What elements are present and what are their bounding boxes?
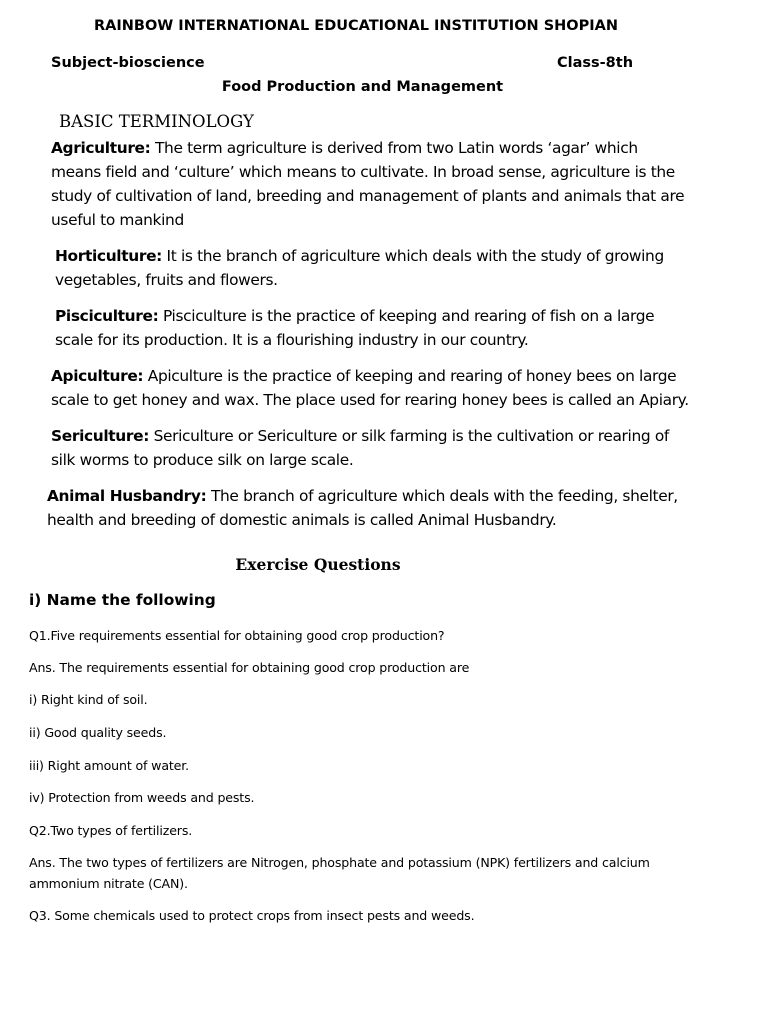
- class-label: Class-8th: [557, 55, 634, 71]
- term-definition: Apiculture is the practice of keeping and rearing of honey bees on large scale to get honey and wax. The place used for rearing honey bees is called an Apiary.: [51, 367, 689, 409]
- answer-item: iv) Protection from weeds and pests.: [29, 790, 255, 805]
- term-name: Apiculture:: [51, 367, 144, 385]
- term-name: Sericulture:: [51, 427, 150, 445]
- term-pisciculture: [47, 304, 695, 352]
- term-definition: Pisciculture is the practice of keeping and rearing of fish on a large scale for its production. It is a flourishing industry in our country.: [55, 307, 655, 349]
- term-definition: It is the branch of agriculture which deals with the study of growing vegetables, fruits and flowers.: [55, 247, 664, 289]
- term-definition: The branch of agriculture which deals with the feeding, shelter, health and breeding of domestic animals is called Animal Husbandry.: [47, 487, 678, 529]
- question-line: Q1.Five requirements essential for obtaining good crop production?: [29, 628, 445, 643]
- term-agriculture: [47, 136, 691, 232]
- term-name: Agriculture:: [51, 139, 151, 157]
- chapter-title: Food Production and Management: [221, 79, 504, 95]
- term-horticulture: [47, 244, 695, 292]
- term-apiculture: [47, 364, 691, 412]
- term-animal-husbandry: [47, 484, 687, 532]
- term-definition: Sericulture or Sericulture or silk farming is the cultivation or rearing of silk worms to produce silk on large scale.: [51, 427, 669, 469]
- term-name: Pisciculture:: [55, 307, 159, 325]
- answer-item: ii) Good quality seeds.: [29, 725, 167, 740]
- term-name: Horticulture:: [55, 247, 162, 265]
- term-sericulture: [47, 424, 691, 472]
- term-definition: The term agriculture is derived from two Latin words ‘agar’ which means field and ‘culture’ which means to cultivate. In broad sense, agriculture is the study of cultivation of land, breeding and management of plants and animals that are useful to mankind: [51, 139, 685, 229]
- exercise-subtitle: i) Name the following: [29, 591, 216, 609]
- school-name: RAINBOW INTERNATIONAL EDUCATIONAL INSTITUTION SHOPIAN: [93, 18, 619, 34]
- subject-label: Subject-bioscience: [51, 55, 205, 71]
- question-line: Q2.Two types of fertilizers.: [29, 823, 193, 838]
- exercise-title: Exercise Questions: [235, 555, 401, 574]
- answer-line: Ans. The two types of fertilizers are Nitrogen, phosphate and potassium (NPK) fertilizers and calcium ammonium nitrate (CAN).: [29, 855, 650, 891]
- answer-item: i) Right kind of soil.: [29, 692, 148, 707]
- answer-line: Ans. The requirements essential for obtaining good crop production are: [29, 660, 470, 675]
- term-name: Animal Husbandry:: [47, 487, 207, 505]
- answer-item: iii) Right amount of water.: [29, 758, 189, 773]
- section-title: BASIC TERMINOLOGY: [59, 112, 254, 131]
- question-line: Q3. Some chemicals used to protect crops from insect pests and weeds.: [29, 908, 475, 923]
